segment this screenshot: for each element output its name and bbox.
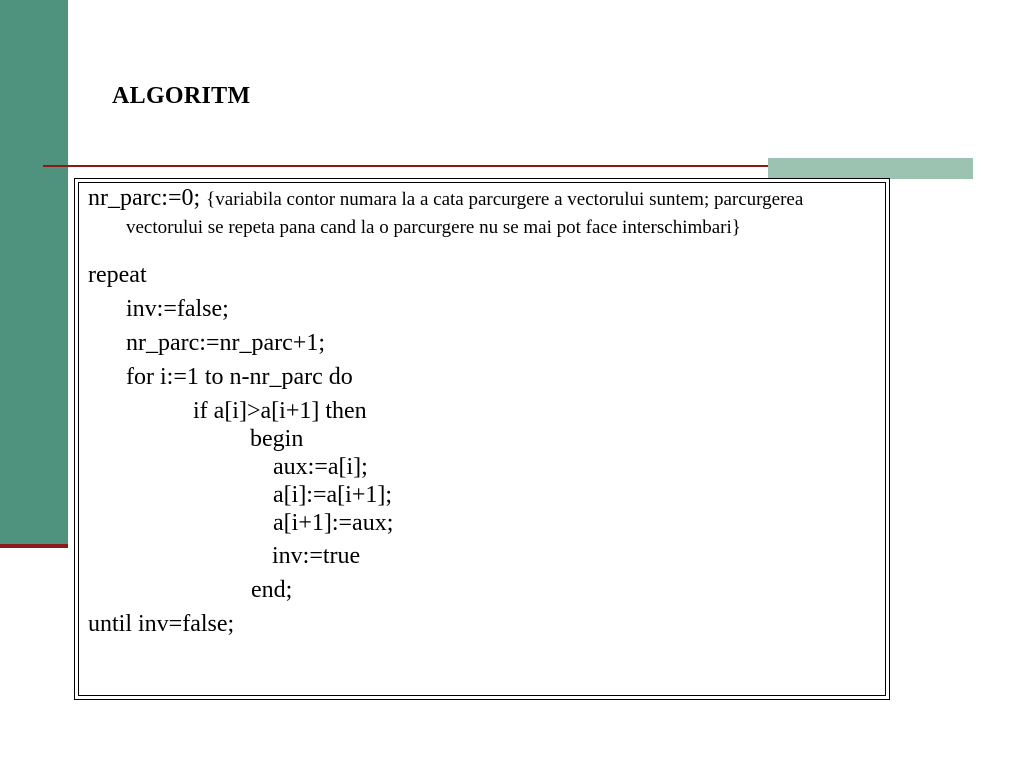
code-line: repeat (88, 262, 147, 288)
code-statement: nr_parc:=0; (88, 185, 201, 211)
code-line: inv:=true (272, 543, 361, 569)
code-line-init (88, 184, 862, 240)
code-line: begin (250, 426, 304, 452)
code-line: if a[i]>a[i+1] then (193, 398, 367, 424)
side-bar (0, 0, 68, 546)
code-line: a[i]:=a[i+1]; (273, 482, 393, 508)
code-content (88, 184, 868, 240)
code-line: inv:=false; (126, 296, 229, 322)
code-line: aux:=a[i]; (273, 454, 368, 480)
slide-title: ALGORITM (112, 83, 251, 109)
code-line: a[i+1]:=aux; (273, 510, 394, 536)
code-line: for i:=1 to n-nr_parc do (126, 364, 353, 390)
code-line: end; (251, 577, 293, 603)
side-bar-underline (0, 544, 68, 548)
accent-block (768, 158, 973, 179)
code-line: nr_parc:=nr_parc+1; (126, 330, 325, 356)
code-line: until inv=false; (88, 611, 235, 637)
code-comment: {variabila contor numara la a cata parcurgere a vectorului suntem; parcurgerea vectorului se repeta pana cand la o parcurgere nu se mai pot face interschimbari} (126, 189, 804, 238)
